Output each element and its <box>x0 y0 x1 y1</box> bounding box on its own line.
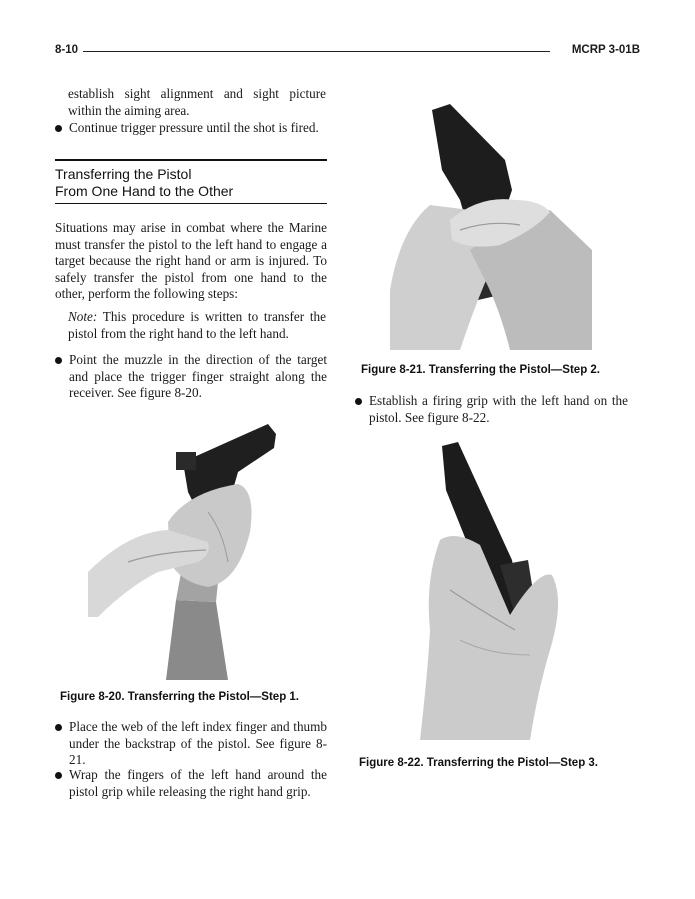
figure-8-21-caption: Figure 8-21. Transferring the Pistol—Step 2. <box>361 364 601 376</box>
bullet-dot <box>55 724 62 731</box>
bullet-establish-grip <box>355 393 628 429</box>
bullet-text: Establish a firing grip with the left hand on the pistol. See figure 8-22. <box>369 393 628 425</box>
bullet-dot <box>55 357 62 364</box>
note-text: This procedure is written to transfer the pistol from the right hand to the left hand. <box>68 309 326 341</box>
bullet-point-muzzle <box>55 352 327 404</box>
section-title-line1: Transferring the Pistol <box>55 166 192 182</box>
bullet-dot <box>355 398 362 405</box>
bullet-place-web <box>55 719 327 769</box>
bullet-text: Continue trigger pressure until the shot is fired. <box>69 120 319 135</box>
continuation-text: establish sight alignment and sight picture within the aiming area. <box>68 86 326 118</box>
page-number: 8-10 <box>55 44 79 56</box>
page-header <box>55 44 640 60</box>
figure-8-22-caption: Figure 8-22. Transferring the Pistol—Step 3. <box>359 757 599 769</box>
note-label: Note: <box>68 309 98 324</box>
bullet-dot <box>55 125 62 132</box>
bullet-dot <box>55 772 62 779</box>
figure-8-20-caption: Figure 8-20. Transferring the Pistol—Step 1. <box>60 691 300 703</box>
section-title <box>55 159 327 204</box>
bullet-wrap-fingers <box>55 767 327 801</box>
figure-8-21-photo <box>390 100 592 350</box>
section-title-line2: From One Hand to the Other <box>55 183 234 199</box>
figure-8-22-photo <box>420 440 565 740</box>
bullet-continue-trigger <box>55 120 327 138</box>
bullet-text: Point the muzzle in the direction of the target and place the trigger finger straight along the receiver. See figure 8-20. <box>69 352 327 400</box>
bullet-text: Place the web of the left index finger and thumb under the backstrap of the pistol. See figure 8-21. <box>69 719 327 767</box>
document-id: MCRP 3-01B <box>571 44 640 56</box>
intro-paragraph: Situations may arise in combat where the Marine must transfer the pistol to the left hand to engage a target because the right hand or arm is injured. To safely transfer the pistol from one hand to the other, perform the following steps: <box>55 220 327 301</box>
figure-8-20-photo <box>88 412 326 680</box>
note-paragraph <box>68 309 326 342</box>
bullet-text: Wrap the fingers of the left hand around the pistol grip while releasing the right hand grip. <box>69 767 327 799</box>
header-rule <box>83 51 550 52</box>
